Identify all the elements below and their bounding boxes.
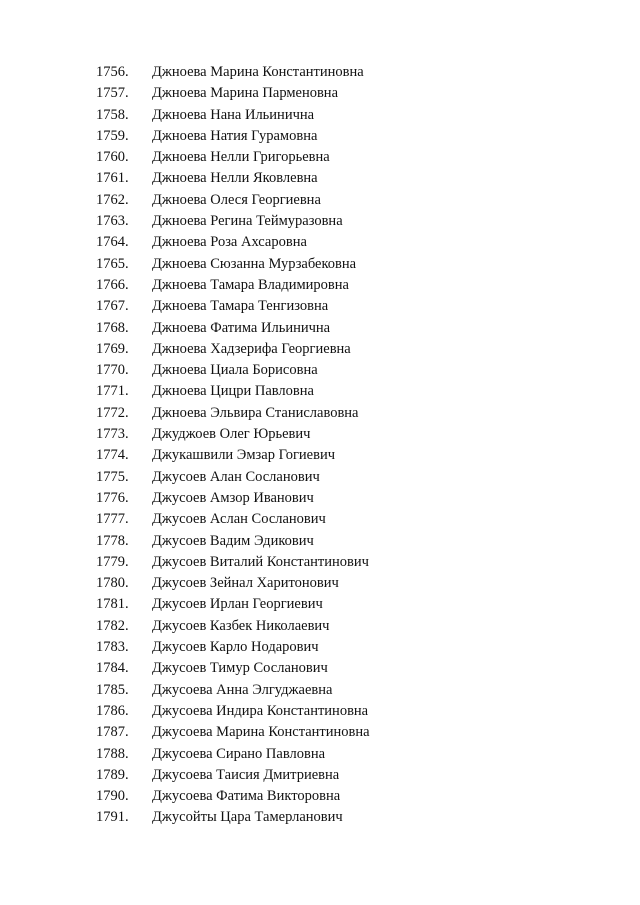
list-item [0, 658, 640, 679]
list-item [0, 296, 640, 317]
entry-name: Джусоев Карло Нодарович [152, 639, 319, 656]
entry-name: Джуджоев Олег Юрьевич [152, 426, 311, 443]
list-item [0, 275, 640, 296]
entry-number: 1787. [96, 724, 129, 741]
list-item [0, 552, 640, 573]
list-item [0, 360, 640, 381]
entry-number: 1761. [96, 170, 129, 187]
entry-number: 1767. [96, 298, 129, 315]
entry-number: 1766. [96, 276, 129, 293]
list-item [0, 531, 640, 552]
entry-name: Джусоев Вадим Эдикович [152, 532, 314, 549]
list-item [0, 147, 640, 168]
entry-name: Джноева Цицри Павловна [152, 383, 314, 400]
entry-number: 1777. [96, 511, 129, 528]
entry-number: 1762. [96, 191, 129, 208]
list-item [0, 403, 640, 424]
entry-name: Джусоева Марина Константиновна [152, 724, 370, 741]
entry-number: 1757. [96, 85, 129, 102]
list-item [0, 62, 640, 83]
entry-number: 1770. [96, 362, 129, 379]
entry-number: 1779. [96, 553, 129, 570]
entry-number: 1768. [96, 319, 129, 336]
list-item [0, 211, 640, 232]
entry-number: 1785. [96, 681, 129, 698]
entry-name: Джусойты Цара Тамерланович [152, 809, 343, 826]
entry-name: Джусоева Таисия Дмитриевна [152, 766, 340, 783]
entry-number: 1756. [96, 64, 129, 80]
entry-name: Джусоев Тимур Сосланович [152, 660, 328, 677]
entry-name: Джукашвили Эмзар Гогиевич [152, 447, 335, 464]
entry-number: 1774. [96, 447, 129, 464]
entry-number: 1775. [96, 468, 129, 485]
list-item [0, 445, 640, 466]
entry-number: 1771. [96, 383, 129, 400]
entry-name: Джусоев Аслан Сосланович [152, 511, 326, 528]
entry-number: 1764. [96, 234, 129, 251]
entry-name: Джусоева Индира Константиновна [152, 702, 369, 719]
entry-name: Джусоева Фатима Викторовна [152, 788, 341, 805]
entry-number: 1763. [96, 213, 129, 230]
list-item [0, 744, 640, 765]
entry-name: Джусоева Анна Элгуджаевна [152, 681, 333, 698]
entry-number: 1786. [96, 702, 129, 719]
entry-name: Джноева Нелли Григорьевна [152, 149, 330, 166]
entry-name: Джноева Тамара Владимировна [152, 276, 349, 293]
entry-name: Джноева Марина Константиновна [152, 64, 364, 80]
entry-number: 1769. [96, 340, 129, 357]
entry-number: 1758. [96, 106, 129, 123]
list-item [0, 83, 640, 104]
numbered-name-list [0, 62, 640, 829]
entry-name: Джусоев Зейнал Харитонович [152, 575, 339, 592]
entry-name: Джусоев Виталий Константинович [152, 553, 369, 570]
list-item [0, 680, 640, 701]
list-item [0, 254, 640, 275]
list-item [0, 509, 640, 530]
list-item [0, 573, 640, 594]
entry-number: 1781. [96, 596, 129, 613]
entry-name: Джноева Натия Гурамовна [152, 127, 318, 144]
entry-name: Джноева Марина Парменовна [152, 85, 339, 102]
entry-name: Джусоев Казбек Николаевич [152, 617, 330, 634]
entry-number: 1772. [96, 404, 129, 421]
list-item [0, 765, 640, 786]
entry-name: Джноева Роза Ахсаровна [152, 234, 307, 251]
list-item [0, 168, 640, 189]
list-item [0, 616, 640, 637]
list-item [0, 467, 640, 488]
list-item [0, 339, 640, 360]
list-item [0, 232, 640, 253]
entry-name: Джноева Фатима Ильинична [152, 319, 331, 336]
entry-number: 1791. [96, 809, 129, 826]
list-item [0, 637, 640, 658]
list-item [0, 424, 640, 445]
entry-number: 1788. [96, 745, 129, 762]
entry-number: 1760. [96, 149, 129, 166]
entry-number: 1776. [96, 489, 129, 506]
entry-name: Джноева Тамара Тенгизовна [152, 298, 329, 315]
entry-number: 1773. [96, 426, 129, 443]
entry-number: 1784. [96, 660, 129, 677]
list-item [0, 105, 640, 126]
list-item [0, 381, 640, 402]
list-item [0, 126, 640, 147]
entry-number: 1790. [96, 788, 129, 805]
entry-number: 1782. [96, 617, 129, 634]
entry-number: 1783. [96, 639, 129, 656]
entry-number: 1759. [96, 127, 129, 144]
entry-name: Джусоев Ирлан Георгиевич [152, 596, 323, 613]
list-item [0, 594, 640, 615]
entry-name: Джноева Эльвира Станиславовна [152, 404, 359, 421]
entry-name: Джусоев Алан Сосланович [152, 468, 320, 485]
list-item [0, 807, 640, 828]
entry-number: 1780. [96, 575, 129, 592]
list-item [0, 190, 640, 211]
list-item [0, 786, 640, 807]
entry-name: Джноева Нана Ильинична [152, 106, 315, 123]
list-item [0, 722, 640, 743]
entry-name: Джноева Сюзанна Мурзабековна [152, 255, 357, 272]
list-item [0, 318, 640, 339]
entry-name: Джноева Олеся Георгиевна [152, 191, 321, 208]
entry-name: Джноева Циала Борисовна [152, 362, 318, 379]
entry-number: 1765. [96, 255, 129, 272]
entry-name: Джусоева Сирано Павловна [152, 745, 326, 762]
list-item [0, 488, 640, 509]
entry-name: Джноева Хадзерифа Георгиевна [152, 340, 351, 357]
entry-number: 1789. [96, 766, 129, 783]
entry-number: 1778. [96, 532, 129, 549]
list-item [0, 701, 640, 722]
entry-name: Джноева Нелли Яковлевна [152, 170, 318, 187]
entry-name: Джусоев Амзор Иванович [152, 489, 314, 506]
entry-name: Джноева Регина Теймуразовна [152, 213, 343, 230]
